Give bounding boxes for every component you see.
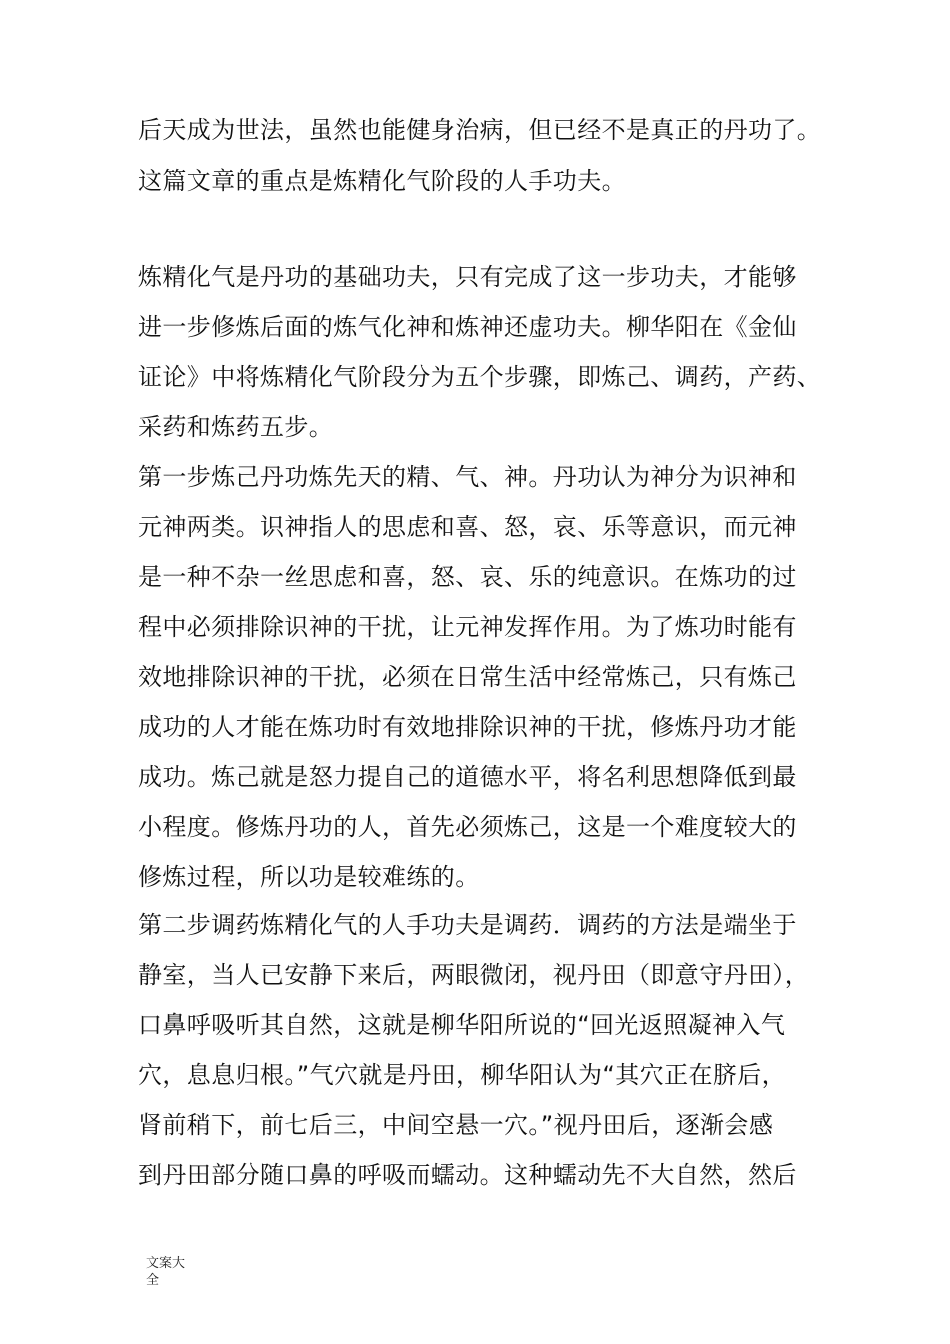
text-line: 程中必须排除识神的干扰，让元神发挥作用。为了炼功时能有	[138, 613, 797, 641]
text-line: 静室，当人已安静下来后，两眼微闭，视丹田（即意守丹田），	[138, 961, 810, 989]
text-line: 小程度。修炼丹功的人，首先必须炼己，这是一个难度较大的	[138, 813, 797, 841]
text-line: 进一步修炼后面的炼气化神和炼神还虚功夫。柳华阳在《金仙	[138, 313, 797, 341]
text-line: 证论》中将炼精化气阶段分为五个步骤，即炼己、调药，产药、	[138, 363, 822, 391]
text-line: 到丹田部分随口鼻的呼吸而蠕动。这种蠕动先不大自然，然后	[138, 1161, 797, 1189]
text-line: 是一种不杂一丝思虑和喜，怒、哀、乐的纯意识。在炼功的过	[138, 563, 797, 591]
text-line: 采药和炼药五步。	[138, 413, 334, 441]
text-line: 这篇文章的重点是炼精化气阶段的人手功夫。	[138, 167, 626, 195]
text-line: 修炼过程，所以功是较难练的。	[138, 863, 480, 891]
footer-label: 文案大全	[146, 1256, 186, 1288]
text-line: 后天成为世法，虽然也能健身治病，但已经不是真正的丹功了。	[138, 116, 822, 144]
text-line: 炼精化气是丹功的基础功夫，只有完成了这一步功夫，才能够	[138, 263, 797, 291]
text-line: 穴，息息归根。”气穴就是丹田，柳华阳认为“其穴正在脐后，	[138, 1061, 787, 1089]
text-line: 肾前稍下，前七后三，中间空悬一穴。”视丹田后，逐渐会感	[138, 1111, 774, 1139]
text-line: 成功的人才能在炼功时有效地排除识神的干扰，修炼丹功才能	[138, 713, 797, 741]
text-line: 效地排除识神的干扰，必须在日常生活中经常炼己，只有炼己	[138, 663, 797, 691]
text-line: 第一步炼己丹功炼先天的精、气、神。丹功认为神分为识神和	[138, 463, 797, 491]
text-line: 口鼻呼吸听其自然，这就是柳华阳所说的“回光返照凝神入气	[138, 1011, 786, 1039]
text-line: 元神两类。识神指人的思虑和喜、怒，哀、乐等意识，而元神	[138, 513, 797, 541]
text-line: 第二步调药炼精化气的人手功夫是调药．调药的方法是端坐于	[138, 911, 797, 939]
text-line: 成功。炼己就是怒力提自己的道德水平，将名利思想降低到最	[138, 763, 797, 791]
